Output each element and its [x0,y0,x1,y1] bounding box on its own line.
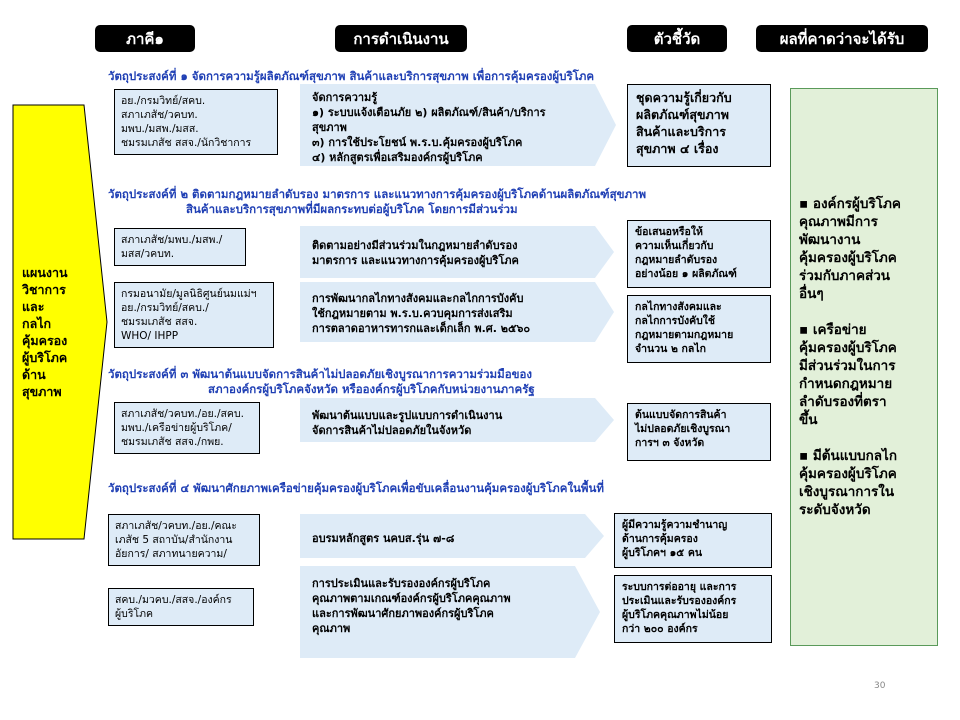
header-operations: การดำเนินงาน [335,25,467,52]
indicator-box [627,220,771,288]
plan-label-line: คุ้มครอง [22,333,68,348]
indicator-line: กลไกทางสังคมและ [635,301,722,313]
indicator-line: ไม่ปลอดภัยเชิงบูรณา [635,423,731,435]
action-line: มาตรการ และแนวทางการคุ้มครองผู้บริโภค [312,254,519,267]
expected-result-item [799,447,929,519]
indicator-line: กฎหมายตามกฎหมาย [635,329,734,341]
partners-box [108,514,260,566]
objective-2-title [108,187,646,217]
action-line: สุขภาพ [312,121,347,134]
expected-result-line: มีส่วนร่วมในการ [799,358,896,374]
objective-title-line: สภาองค์กรผู้บริโภคจังหวัด หรือองค์กรผู้บริโภคกับหน่วยงานภาครัฐ [208,382,535,396]
action-line: การพัฒนากลไกทางสังคมและกลไกการบังคับ [312,292,524,305]
expected-result-line: คุ้มครองผู้บริโภค [799,250,897,266]
action-line: การตลาดอาหารทารกและเด็กเล็ก พ.ศ. ๒๕๖๐ [312,322,531,335]
expected-result-line: ร่วมกับภาคส่วน [799,268,891,284]
action-text [302,234,592,274]
plan-label-line: กลไก [22,316,52,331]
partners-box [114,282,274,348]
indicator-line: สุขภาพ ๔ เรื่อง [636,141,719,156]
indicator-line: ความเห็นเกี่ยวกับ [635,240,714,252]
indicator-line: การฯ ๓ จังหวัด [635,437,705,449]
indicator-line: ประเมินและรับรององค์กร [622,595,737,607]
objective-title-line: วัตถุประสงค์ที่ ๒ ติดตามกฎหมายลำดับรอง มาตรการ และแนวทางการคุ้มครองผู้บริโภคด้านผลิตภัณฑ์สุขภาพ [108,187,647,201]
partner-line: อย./กรมวิทย์/สคบ. [121,95,206,107]
partner-line: สคบ./มวคบ./สสจ./องค์กร [115,594,232,606]
partner-line: เภสัช 5 สถาบัน/สำนักงาน [115,534,233,546]
partner-line: กรมอนามัย/มูลนิธิศูนย์นมแม่ฯ [121,288,257,300]
expected-result-line: ▪ เครือข่าย [799,322,867,338]
expected-result-line: เชิงบูรณาการใน [799,484,895,500]
indicator-line: ชุดความรู้เกี่ยวกับ [636,90,732,105]
indicator-line: กว่า ๒๐๐ องค์กร [622,623,698,635]
action-text [302,287,594,341]
indicator-box [614,513,772,568]
action-line: และการพัฒนาศักยภาพองค์กรผู้บริโภค [312,607,494,620]
expected-result-line: ▪ องค์กรผู้บริโภค [799,196,901,212]
action-line: การประเมินและรับรององค์กรผู้บริโภค [312,577,491,590]
indicator-box [614,575,772,643]
plan-label-line: ผู้บริโภค [22,350,68,365]
indicator-line: ข้อเสนอหรือให้ [635,226,703,238]
action-line: จัดการความรู้ [312,91,378,104]
partner-line: สภาเภสัช/มพบ./มสพ./ [121,234,223,246]
partner-line: มพบ./มสพ./มสส. [121,123,199,135]
partners-box [114,89,278,155]
expected-results-panel [790,88,938,646]
partner-line: อย./กรมวิทย์/สคบ./ [121,302,209,314]
plan-label-line: สุขภาพ [22,384,62,399]
expected-result-line: ▪ มีต้นแบบกลไก [799,448,897,464]
expected-result-item [799,321,929,429]
action-line: ๔) หลักสูตรเพื่อเสริมองค์กรผู้บริโภค [312,151,483,164]
partners-box [114,228,246,266]
page-number: 30 [874,681,886,691]
action-text [302,527,582,551]
indicator-line: ระบบการต่ออายุ และการ [622,581,737,593]
partner-line: สภาเภสัช/วคบท. [121,109,198,121]
action-text [302,86,592,166]
indicator-line: ผู้บริโภคฯ ๑๕ คน [622,547,703,559]
expected-result-line: ลำดับรองที่ตรา [799,394,887,410]
action-line: จัดการสินค้าไม่ปลอดภัยในจังหวัด [312,424,472,437]
indicator-line: อย่างน้อย ๑ ผลิตภัณฑ์ [635,268,737,280]
indicator-line: ต้นแบบจัดการสินค้า [635,409,727,421]
indicator-line: จำนวน ๒ กลไก [635,343,706,355]
expected-result-line: พัฒนางาน [799,232,861,248]
plan-label-line: แผนงาน [22,265,68,280]
header-phase: ภาคี๑ [95,25,195,52]
expected-result-line: อื่นๆ [799,286,824,302]
partner-line: ชมรมเภสัช สสจ./นักวิชาการ [121,137,252,149]
objective-title-line: วัตถุประสงค์ที่ ๑ จัดการความรู้ผลิตภัณฑ์สุขภาพ สินค้าและบริการสุขภาพ เพื่อการคุ้มครองผู้บริโภค [108,69,595,83]
objective-4-title [108,481,604,496]
indicator-line: ผู้บริโภคคุณภาพไม่น้อย [622,609,729,621]
expected-result-line: คุ้มครองผู้บริโภค [799,340,897,356]
indicator-box [627,84,771,167]
expected-result-line: ระดับจังหวัด [799,502,871,518]
action-line: พัฒนาต้นแบบและรูปแบบการดำเนินงาน [312,409,503,422]
action-line: ๓) การใช้ประโยชน์ พ.ร.บ.คุ้มครองผู้บริโภค [312,136,523,149]
indicator-line: ผลิตภัณฑ์สุขภาพ [636,107,729,122]
objective-3-title [108,367,535,397]
partner-line: ชมรมเภสัช สสจ. [121,316,198,328]
plan-label-line: ด้าน [22,367,46,382]
header-expected-results: ผลที่คาดว่าจะได้รับ [756,25,928,52]
partner-line: สภาเภสัช/วคบท./อย./คณะ [115,520,237,532]
partner-line: ชมรมเภสัช สสจ./กพย. [121,436,224,448]
partners-box [114,402,260,454]
objective-title-line: วัตถุประสงค์ที่ ๔ พัฒนาศักยภาพเครือข่ายคุ้มครองผู้บริโภคเพื่อขับเคลื่อนงานคุ้มครองผู้บริโภคในพื้นที่ [108,481,604,495]
header-indicators: ตัวชี้วัด [627,25,727,52]
partner-line: มพบ./เครือข่ายผู้บริโภค/ [121,422,232,434]
plan-label-line: วิชาการ [22,282,66,297]
expected-result-line: คุณภาพมีการ [799,214,878,230]
partner-line: อัยการ/ สภาทนายความ/ [115,548,227,560]
action-text [302,572,574,642]
indicator-box [627,403,771,461]
action-line: ๑) ระบบแจ้งเตือนภัย ๒) ผลิตภัณฑ์/สินค้า/บริการ [312,106,546,119]
indicator-box [627,295,771,363]
expected-result-item [799,195,929,303]
action-line: คุณภาพตามเกณฑ์องค์กรผู้บริโภคคุณภาพ [312,592,511,605]
objective-title-line: สินค้าและบริการสุขภาพที่มีผลกระทบต่อผู้บริโภค โดยการมีส่วนร่วม [186,202,518,216]
objective-1-title [108,69,594,84]
plan-label-line: และ [22,299,45,314]
expected-result-line: คุ้มครองผู้บริโภค [799,466,897,482]
partner-line: มสส/วคบท. [121,248,175,260]
partner-line: ผู้บริโภค [115,608,154,620]
action-line: คุณภาพ [312,622,351,635]
action-line: ติดตามอย่างมีส่วนร่วมในกฎหมายลำดับรอง [312,239,518,252]
objective-title-line: วัตถุประสงค์ที่ ๓ พัฒนาต้นแบบจัดการสินค้าไม่ปลอดภัยเชิงบูรณาการความร่วมมือของ [108,367,533,381]
action-text [302,404,592,440]
partner-line: สภาเภสัช/วคบท./อย./สคบ. [121,408,244,420]
indicator-line: ผู้มีความรู้ความชำนาญ [622,519,728,531]
action-line: อบรมหลักสูตร นคบส.รุ่น ๗-๘ [312,532,455,545]
indicator-line: กฎหมายลำดับรอง [635,254,718,266]
indicator-line: สินค้าและบริการ [636,124,726,139]
partners-box [108,588,254,626]
indicator-line: ด้านการคุ้มครอง [622,533,698,545]
indicator-line: กลไกการบังคับใช้ [635,315,716,327]
action-line: ใช้กฎหมายตาม พ.ร.บ.ควบคุมการส่งเสริม [312,307,513,320]
expected-result-line: กำหนดกฎหมาย [799,376,893,392]
partner-line: WHO/ IHPP [121,330,179,342]
expected-result-line: ขึ้น [799,412,818,428]
